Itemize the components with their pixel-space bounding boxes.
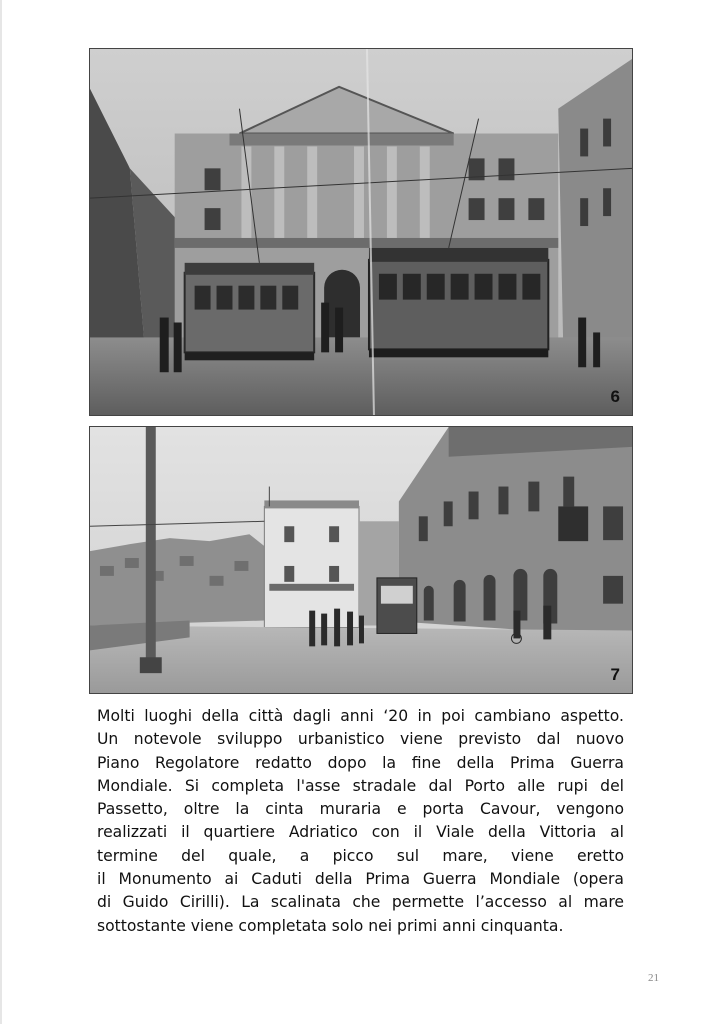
historical-photo-trams-theatre <box>89 48 633 416</box>
body-line: il Monumento ai Caduti della Prima Guerra Mondiale (opera <box>97 870 624 889</box>
page-number: 21 <box>648 972 659 984</box>
body-line: Mondiale. Si completa l'asse stradale dal Porto alle rupi del <box>97 776 624 795</box>
body-line: di Guido Cirilli). La scalinata che permette l’accesso al mare <box>97 893 624 912</box>
body-line: realizzati il quartiere Adriatico con il Viale della Vittoria al <box>97 823 624 842</box>
photo-number: 7 <box>610 665 620 684</box>
historical-photo-street-tram <box>89 426 633 694</box>
body-line: sottostante viene completata solo nei primi anni cinquanta. <box>97 916 564 935</box>
body-line: Un notevole sviluppo urbanistico viene previsto dal nuovo <box>97 730 624 749</box>
body-line: Piano Regolatore redatto dopo la fine della Prima Guerra <box>97 753 624 772</box>
photo-number: 6 <box>610 387 620 406</box>
body-line: termine del quale, a picco sul mare, viene eretto <box>97 846 624 865</box>
body-line: Passetto, oltre la cinta muraria e porta Cavour, vengono <box>97 800 624 819</box>
page-edge <box>0 0 2 1024</box>
photo-6-image <box>90 49 632 415</box>
photo-7-image <box>90 427 632 693</box>
body-line: Molti luoghi della città dagli anni ‘20 in poi cambiano aspetto. <box>97 707 624 725</box>
body-paragraph <box>97 705 624 938</box>
